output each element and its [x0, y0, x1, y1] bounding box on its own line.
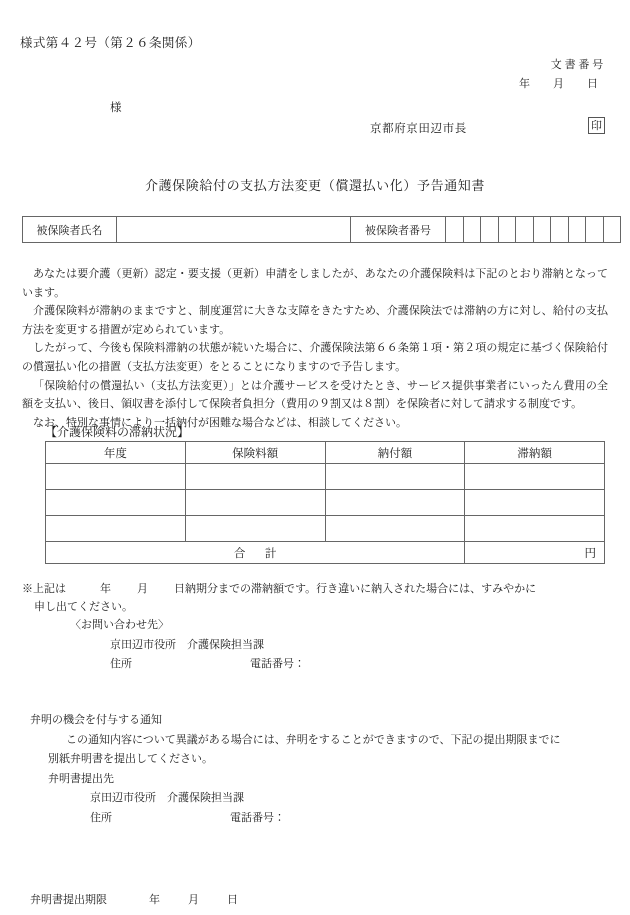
body-paragraph: したがって、今後も保険料滞納の状態が続いた場合に、介護保険法第６６条第１項・第２項の規定に基づく保険給付の償還払い化の措置（支払方法変更）をとることになりますので予告します。 — [22, 341, 608, 373]
insured-name-label: 被保険者氏名 — [23, 217, 117, 243]
table-header-row — [46, 442, 605, 464]
total-unit: 円 — [465, 542, 605, 564]
body-paragraph: 介護保険料が滞納のままですと、制度運営に大きな支障をきたすため、介護保険法では滞納の方に対し、給付の支払方法を変更する措置が定められています。 — [22, 304, 608, 336]
insured-number-digit[interactable] — [568, 217, 586, 243]
deadline-day-label: 日 — [227, 893, 238, 906]
cell-fiscal-year[interactable] — [46, 490, 186, 516]
contact-heading: 〈お問い合わせ先〉 — [70, 618, 169, 631]
table-row — [46, 464, 605, 490]
column-header-fiscal-year: 年度 — [46, 442, 186, 464]
deadline-year-label: 年 — [149, 893, 160, 906]
cell-paid-amount[interactable] — [325, 464, 465, 490]
explanation-address-line — [30, 808, 608, 828]
form-number: 様式第４２号（第２６条関係） — [20, 35, 201, 50]
explanation-deadline-line — [30, 891, 238, 907]
cell-premium-amount[interactable] — [185, 464, 325, 490]
insured-number-digit[interactable] — [446, 217, 464, 243]
explanation-phone-label: 電話番号： — [230, 810, 285, 824]
insured-number-digit[interactable] — [498, 217, 516, 243]
contact-phone-label: 電話番号： — [250, 657, 305, 670]
table-row — [46, 490, 605, 516]
table-row — [23, 217, 621, 243]
insured-number-label: 被保険者番号 — [351, 217, 446, 243]
insured-number-digit[interactable] — [603, 217, 621, 243]
issuer-name: 京都府京田辺市長 — [370, 121, 467, 135]
table-total-row — [46, 542, 605, 564]
note-prefix: ※上記は — [22, 582, 66, 595]
column-header-premium-amount: 保険料額 — [185, 442, 325, 464]
arrears-table — [45, 441, 605, 564]
cell-premium-amount[interactable] — [185, 516, 325, 542]
cell-fiscal-year[interactable] — [46, 516, 186, 542]
deadline-label: 弁明書提出期限 — [30, 893, 107, 906]
insured-number-digit[interactable] — [586, 217, 604, 243]
insured-person-table — [22, 216, 621, 243]
insured-number-digit[interactable] — [481, 217, 499, 243]
cell-arrears-amount[interactable] — [465, 490, 605, 516]
contact-address-line — [22, 654, 305, 674]
cell-paid-amount[interactable] — [325, 516, 465, 542]
body-paragraph: 「保険給付の償還払い（支払方法変更）」とは介護サービスを受けたとき、サービス提供事業者にいったん費用の全額を支払い、後日、領収書を添付して保険者負担分（費用の９割又は８割）を保険者に対して請求する制度です。 — [22, 378, 608, 411]
explanation-submit-to-label: 弁明書提出先 — [48, 771, 114, 785]
arrears-note — [22, 580, 608, 616]
total-label: 合 計 — [46, 542, 465, 564]
contact-block — [22, 615, 305, 674]
note-month-label: 月 — [137, 582, 148, 595]
insured-name-field[interactable] — [117, 217, 351, 243]
deadline-month-label: 月 — [188, 893, 199, 906]
seal-icon: 印 — [588, 117, 605, 134]
page-title: 介護保険給付の支払方法変更（償還払い化）予告通知書 — [144, 179, 485, 194]
table-row — [46, 516, 605, 542]
note-year-label: 年 — [100, 582, 111, 595]
explanation-address-label: 住所 — [90, 810, 112, 824]
contact-organization: 京田辺市役所 介護保険担当課 — [110, 637, 264, 651]
column-header-paid-amount: 納付額 — [325, 442, 465, 464]
explanation-section — [30, 710, 608, 827]
note-line-2: 申し出てください。 — [34, 600, 133, 613]
addressee-honorific: 様 — [110, 100, 122, 114]
document-meta — [519, 55, 606, 93]
body-text — [22, 265, 608, 432]
cell-premium-amount[interactable] — [185, 490, 325, 516]
column-header-arrears-amount: 滞納額 — [465, 442, 605, 464]
cell-fiscal-year[interactable] — [46, 464, 186, 490]
cell-paid-amount[interactable] — [325, 490, 465, 516]
insured-number-digit[interactable] — [463, 217, 481, 243]
insured-number-digit[interactable] — [516, 217, 534, 243]
document-number-label: 文書番号 — [550, 58, 606, 71]
note-day-text: 日納期分までの滞納額です。行き違いに納入された場合には、すみやかに — [174, 582, 537, 595]
contact-address-label: 住所 — [110, 657, 132, 670]
explanation-organization: 京田辺市役所 介護保険担当課 — [90, 791, 244, 804]
arrears-heading: 【介護保険料の滞納状況】 — [45, 425, 190, 439]
note-line-1 — [22, 580, 608, 598]
body-paragraph: あなたは要介護（更新）認定・要支援（更新）申請をしましたが、あなたの介護保険料は下記のとおり滞納となっています。 — [22, 267, 608, 299]
insured-number-digit[interactable] — [533, 217, 551, 243]
body-paragraph: なお、特別な事情により一括納付が困難な場合などは、相談してください。 — [33, 415, 407, 429]
insured-number-digit[interactable] — [551, 217, 569, 243]
cell-arrears-amount[interactable] — [465, 464, 605, 490]
explanation-paragraph-1: この通知内容について異議がある場合には、弁明をすることができますので、下記の提出期限までに — [66, 732, 561, 746]
document-date-label: 年 月 日 — [519, 77, 604, 90]
explanation-heading: 弁明の機会を付与する通知 — [30, 713, 162, 726]
explanation-paragraph-2: 別紙弁明書を提出してください。 — [48, 752, 213, 765]
cell-arrears-amount[interactable] — [465, 516, 605, 542]
